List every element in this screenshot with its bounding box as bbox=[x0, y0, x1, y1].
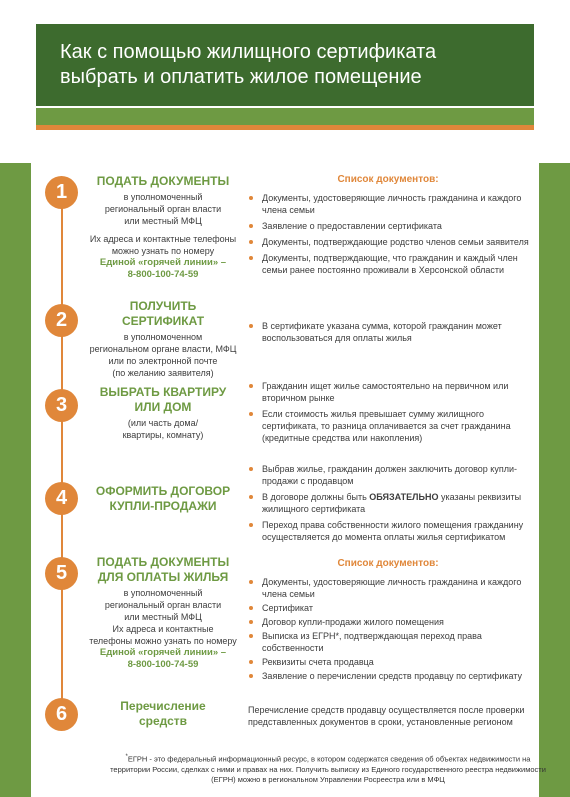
step-5-title-line-1: ПОДАТЬ ДОКУМЕНТЫ bbox=[96, 555, 230, 569]
step-2-desc-line: (по желанию заявителя) bbox=[112, 368, 214, 378]
step-3-left bbox=[88, 385, 238, 441]
step-5-right bbox=[246, 558, 530, 684]
step-4-left bbox=[88, 484, 238, 516]
list-item: Переход права собственности жилого помещения гражданину осуществляется до момента оплаты жилья сертификатом bbox=[246, 519, 530, 543]
step-3-title-line-1: ВЫБРАТЬ КВАРТИРУ bbox=[99, 385, 227, 399]
step-3-number: 3 bbox=[45, 389, 78, 422]
step-4-list bbox=[246, 463, 530, 543]
bold-bullet-emphasis: ОБЯЗАТЕЛЬНО bbox=[369, 492, 439, 502]
step-1-desc-line: или местный МФЦ bbox=[124, 216, 202, 226]
header-stripe bbox=[36, 108, 534, 130]
step-1-desc-line: в уполномоченный bbox=[123, 192, 203, 202]
step-5-contact-line: Их адреса и контактные bbox=[112, 624, 214, 634]
list-item: Документы, подтверждающие родство членов семьи заявителя bbox=[246, 236, 530, 248]
step-2-desc-line: в уполномоченном bbox=[123, 332, 203, 342]
step-1-hotline-label: Единой «горячей линии» – bbox=[99, 257, 227, 268]
step-1-hotline-phone: 8-800-100-74-59 bbox=[127, 269, 199, 280]
page-header bbox=[36, 24, 534, 106]
step-6-left bbox=[88, 699, 238, 731]
list-item: Если стоимость жилья превышает сумму жилищного сертификата, то разница оплачивается за счет гражданина (кредитные средства или накопления) bbox=[246, 408, 530, 444]
step-1-list-heading: Список документов: bbox=[337, 174, 439, 185]
step-3-right bbox=[246, 380, 530, 448]
step-2-list bbox=[246, 320, 530, 344]
step-1-document-list bbox=[246, 192, 530, 276]
list-item: Заявление о перечислении средств продавцу по сертификату bbox=[246, 670, 530, 682]
footnote-mark: * bbox=[125, 754, 128, 760]
step-4-number: 4 bbox=[45, 482, 78, 515]
step-5-contact-line: телефоны можно узнать по номеру bbox=[89, 636, 237, 646]
step-3-list bbox=[246, 380, 530, 444]
left-side-bar bbox=[0, 163, 31, 797]
list-item: Выбрав жилье, гражданин должен заключить договор купли-продажи с продавцом bbox=[246, 463, 530, 487]
step-6-title-line-1: Перечисление bbox=[120, 699, 206, 713]
step-6-right bbox=[246, 704, 530, 728]
step-4-right bbox=[246, 463, 530, 547]
step-1-title: ПОДАТЬ ДОКУМЕНТЫ bbox=[96, 174, 230, 188]
step-5-left bbox=[88, 555, 238, 671]
list-item: Сертификат bbox=[246, 602, 530, 614]
step-3-desc-line: квартиры, комнату) bbox=[122, 430, 204, 440]
list-item: Реквизиты счета продавца bbox=[246, 656, 530, 668]
step-1-right bbox=[246, 174, 530, 280]
step-5-desc-line: или местный МФЦ bbox=[124, 612, 202, 622]
step-5-desc-line: региональный орган власти bbox=[104, 600, 222, 610]
list-item: Документы, удостоверяющие личность гражданина и каждого члена семьи bbox=[246, 576, 530, 600]
step-6-number: 6 bbox=[45, 698, 78, 731]
step-1-contact-line: можно узнать по номеру bbox=[111, 246, 215, 256]
list-item bbox=[246, 491, 530, 515]
step-2-number: 2 bbox=[45, 304, 78, 337]
step-1-desc-line: региональный орган власти bbox=[104, 204, 222, 214]
step-3-title-line-2: ИЛИ ДОМ bbox=[134, 400, 192, 414]
steps-timeline-line bbox=[61, 188, 63, 728]
step-4-title-line-1: ОФОРМИТЬ ДОГОВОР bbox=[95, 484, 231, 498]
step-2-title: ПОЛУЧИТЬ СЕРТИФИКАТ bbox=[121, 299, 205, 328]
footnote bbox=[108, 752, 548, 785]
step-3-desc-line: (или часть дома/ bbox=[127, 418, 199, 428]
page-title-line-2: выбрать и оплатить жилое помещение bbox=[60, 66, 422, 88]
list-item: В сертификате указана сумма, которой гражданин может воспользоваться для оплаты жилья bbox=[246, 320, 530, 344]
list-item: Договор купли-продажи жилого помещения bbox=[246, 616, 530, 628]
step-4-title-line-2: КУПЛИ-ПРОДАЖИ bbox=[109, 499, 217, 513]
step-2-left bbox=[88, 299, 238, 379]
step-2-desc-line: или по электронной почте bbox=[108, 356, 218, 366]
step-1-number: 1 bbox=[45, 176, 78, 209]
right-side-bar bbox=[539, 163, 570, 797]
step-5-desc-line: в уполномоченный bbox=[123, 588, 203, 598]
step-6-title-line-2: средств bbox=[138, 714, 188, 728]
step-5-hotline-label: Единой «горячей линии» – bbox=[99, 647, 227, 658]
list-item: Заявление о предоставлении сертификата bbox=[246, 220, 530, 232]
list-item: Выписка из ЕГРН*, подтверждающая переход права собственности bbox=[246, 630, 530, 654]
page-title-line-1: Как с помощью жилищного сертификата bbox=[60, 41, 437, 63]
step-2-desc-line: региональном органе власти, МФЦ bbox=[89, 344, 237, 354]
step-5-title-line-2: ДЛЯ ОПЛАТЫ ЖИЛЬЯ bbox=[97, 570, 229, 584]
step-5-list-heading: Список документов: bbox=[337, 558, 439, 569]
step-5-hotline-phone: 8-800-100-74-59 bbox=[127, 659, 199, 670]
footnote-text: ЕГРН - это федеральный информационный ресурс, в котором содержатся сведения об объектах недвижимости на территории России, сделках с ними и правах на них. Получить выписку из Единого государственного реестра недвижимости (ЕГРН) можно в региональном Управлении Росреестра или в МФЦ bbox=[110, 754, 546, 784]
step-6-text: Перечисление средств продавцу осуществляется после проверки представленных документов в сроки, установленные регионом bbox=[248, 705, 525, 727]
list-item: Гражданин ищет жилье самостоятельно на первичном или вторичном рынке bbox=[246, 380, 530, 404]
step-2-right bbox=[246, 320, 530, 348]
step-5-number: 5 bbox=[45, 557, 78, 590]
list-item: Документы, удостоверяющие личность гражданина и каждого члена семьи bbox=[246, 192, 530, 216]
step-5-document-list bbox=[246, 576, 530, 682]
bold-bullet-start: В договоре должны быть bbox=[262, 492, 370, 502]
header-orange-stripe bbox=[36, 125, 534, 130]
bold-bullet-end: указаны реквизиты жилищного сертификата bbox=[262, 492, 522, 514]
step-1-left bbox=[88, 174, 238, 281]
step-1-contact-line: Их адреса и контактные телефоны bbox=[89, 234, 237, 244]
list-item: Документы, подтверждающие, что гражданин и каждый член семьи ранее постоянно проживали в Херсонской области bbox=[246, 252, 530, 276]
